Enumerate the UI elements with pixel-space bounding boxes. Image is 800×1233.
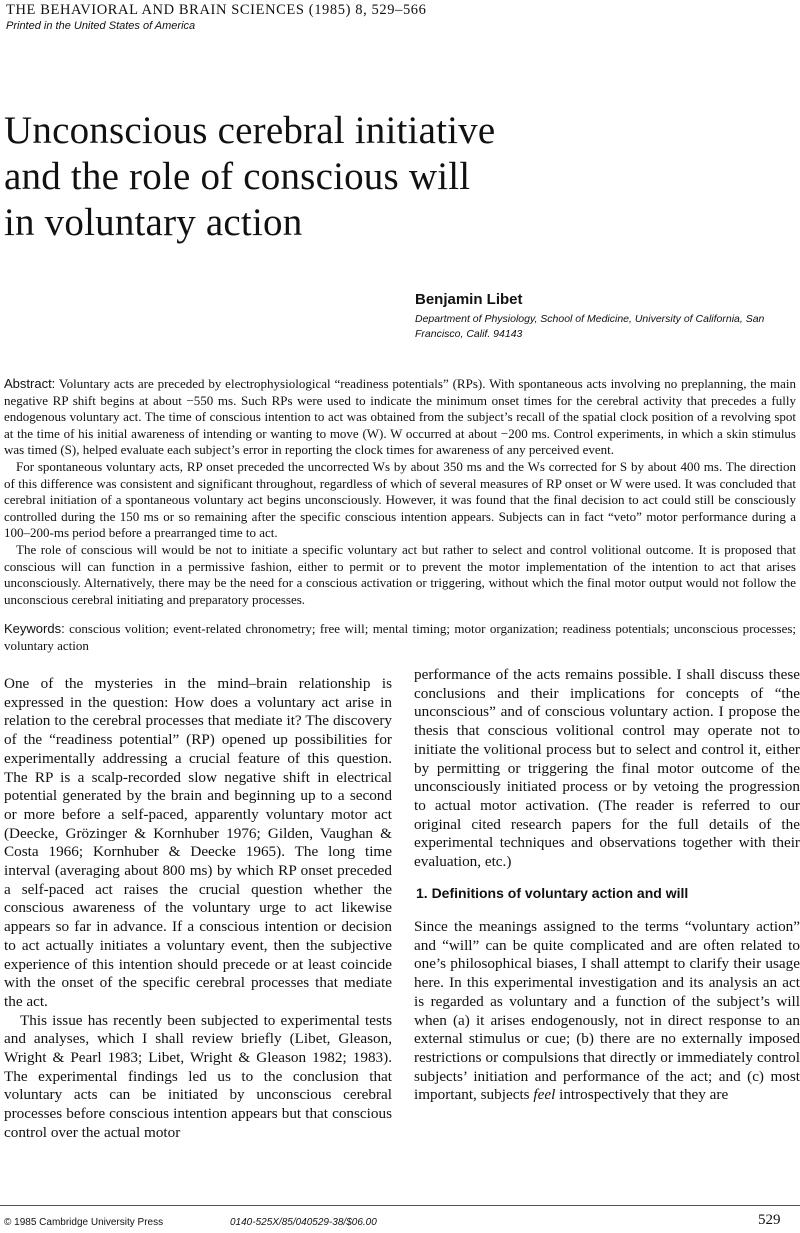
copyright-notice: © 1985 Cambridge University Press [4, 1217, 164, 1228]
abstract-label: Abstract: [4, 376, 56, 391]
printed-note: Printed in the United States of America [6, 20, 196, 32]
abstract-paragraph-2: For spontaneous voluntary acts, RP onset preceded the uncorrected Ws by about 350 ms and the Ws corrected for S by about 400 ms. The direction of this difference was consistent and significant throughout, regardless of which of several measures of RP onset or W were used. It was concluded that cerebral initiation of a spontaneous voluntary act begins unconsciously. However, it was found that the final decision to act could still be consciously controlled during the 150 ms or so remaining after the specific conscious intention appears. Subjects can in fact “veto” motor performance during a 100–200-ms period before a prearranged time to act. [4, 458, 796, 541]
emphasis-text: feel [533, 1086, 556, 1104]
abstract-paragraph-1 [4, 376, 796, 459]
body-paragraph: performance of the acts remains possible. I shall discuss these conclusions and their implications for concepts of “the unconscious” and of conscious voluntary action. I propose the thesis that conscious volitional control may operate not to initiate the volitional process but to select and control it, either by permitting or triggering the final motor outcome of the unconsciously initiated process or by vetoing the progression to actual motor activation. (The reader is referred to our original cited research papers for the full details of the experimental techniques and observations together with their evaluation, etc.) [414, 666, 800, 871]
title-line-3: in voluntary action [4, 201, 303, 244]
abstract [4, 376, 796, 608]
section-heading: 1. Definitions of voluntary action and will [416, 885, 689, 901]
keywords-text: conscious volition; event-related chronometry; free will; mental timing; motor organization; readiness potentials; unconscious processes; voluntary action [4, 621, 797, 653]
body-column-right-section [414, 918, 800, 1105]
title-line-1: Unconscious cerebral initiative [4, 109, 496, 152]
author-affiliation: Department of Physiology, School of Medicine, University of California, San Francisco, Calif. 94143 [415, 313, 765, 340]
body-paragraph: One of the mysteries in the mind–brain relationship is expressed in the question: How does a voluntary act arise in relation to the cerebral processes that mediate it? The discovery of the “readiness potential” (RP) opened up possibilities for experimentally addressing a crucial feature of this question. The RP is a scalp-recorded slow negative shift in electrical potential generated by the brain and beginning up to a second or more before a self-paced, apparently voluntary motor act (Deecke, Grözinger & Kornhuber 1976; Gilden, Vaughan & Costa 1966; Kornhuber & Deecke 1965). The long time interval (averaging about 800 ms) by which RP onset preceded a self-paced act raises the crucial question whether the conscious awareness of the voluntary urge to act likewise appears so far in advance. If a conscious intention or decision to act actually initiates a voluntary event, then the subjective experience of this intention should precede or at least coincide with the onset of the specific cerebral processes that mediate the act. [4, 675, 392, 1010]
abstract-paragraph-3: The role of conscious will would be not to initiate a specific voluntary act but rather to select and control volitional outcome. It is proposed that conscious will can function in a permissive fashion, either to permit or to prevent the motor implementation of the intention to act that arises unconsciously. Alternatively, there may be the need for a conscious activation or triggering, without which the final motor output would not follow the unconscious cerebral initiating and preparatory processes. [4, 541, 796, 607]
title-line-2: and the role of conscious will [4, 155, 471, 198]
journal-header: THE BEHAVIORAL AND BRAIN SCIENCES (1985) 8, 529–566 [6, 2, 427, 18]
abstract-text-1: Voluntary acts are preceded by electrophysiological “readiness potentials” (RPs). With spontaneous acts involving no preplanning, the main negative RP shift begins at about −550 ms. Such RPs were used to indicate the minimum onset times for the cerebral activity that precedes a fully endogenous voluntary act. The time of conscious intention to act was obtained from the subject’s recall of the spatial clock position of a revolving spot at the time of his initial awareness of intending or wanting to move (W). W occurred at about −200 ms. Control experiments, in which a skin stimulus was timed (S), helped evaluate each subject’s error in reporting the clock times for awareness of any perceived event. [4, 376, 797, 458]
author-name: Benjamin Libet [415, 291, 523, 308]
body-paragraph: This issue has recently been subjected to experimental tests and analyses, which I shall review briefly (Libet, Gleason, Wright & Pearl 1983; Libet, Wright & Gleason 1982; 1983). The experimental findings led us to the conclusion that voluntary acts can be initiated by unconscious cerebral processes before conscious intention appears but that conscious control over the actual motor [4, 1011, 392, 1141]
article-code: 0140-525X/85/040529-38/$06.00 [230, 1217, 377, 1228]
body-text: introspectively that they are [555, 1086, 729, 1104]
body-paragraph [414, 918, 800, 1105]
article-title [4, 108, 644, 246]
keywords-label: Keywords: [4, 621, 65, 636]
body-column-left [4, 675, 392, 1143]
keywords [4, 621, 796, 654]
footer-rule [0, 1205, 800, 1206]
body-text: Since the meanings assigned to the terms “voluntary action” and “will” can be quite complicated and are often related to one’s philosophical biases, I shall attempt to clarify their usage here. In this experimental investigation and its analysis an act is regarded as voluntary and a function of the subject’s will when (a) it arises endogenously, not in direct response to an external stimulus or cue; (b) there are no externally imposed restrictions or compulsions that directly or immediately control subjects’ initiation and performance of the act; and (c) most important, subjects [414, 918, 800, 1104]
page-number: 529 [758, 1212, 781, 1228]
body-column-right [414, 666, 800, 872]
